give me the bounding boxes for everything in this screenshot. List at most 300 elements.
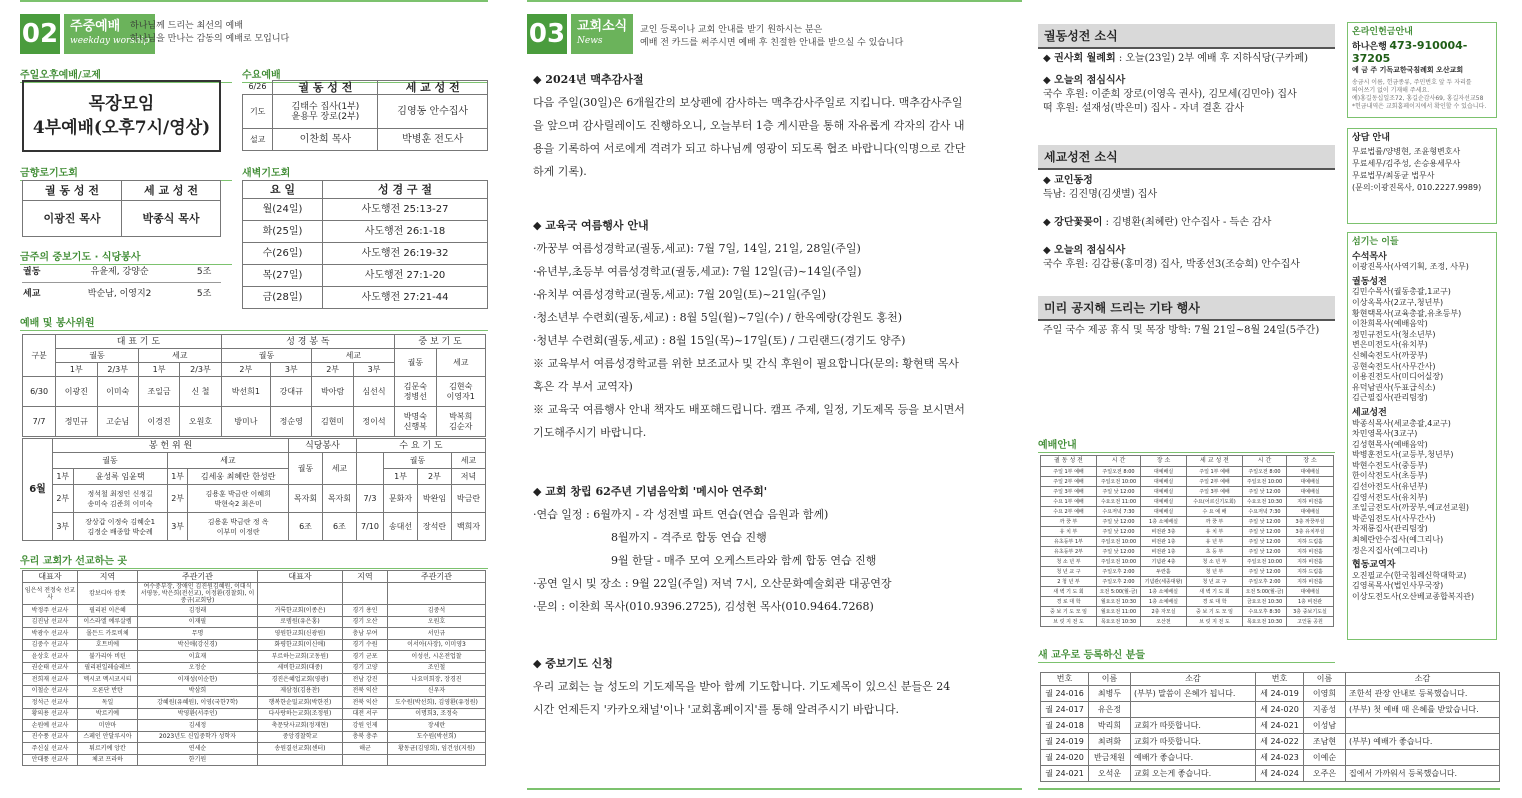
mission-cell: 필리핀일레슬레브 bbox=[78, 662, 138, 674]
staff-item: 차민영목사(3교구) bbox=[1352, 429, 1418, 439]
newcomer-cell: 교회 오는게 좋습니다. bbox=[1131, 766, 1256, 782]
newcomer-cell bbox=[1131, 702, 1256, 718]
mission-cell: 스페인 안달루시아 bbox=[78, 731, 138, 743]
worship-cell: 목요오전 10:30 bbox=[1243, 617, 1287, 627]
mission-cell: 박신애(강신경) bbox=[138, 639, 258, 651]
mission-row bbox=[23, 743, 486, 755]
worship-cell: 금요오전 10:30 bbox=[1243, 597, 1287, 607]
mission-cell: 이서아(사장), 이미영3 bbox=[388, 639, 486, 651]
worship-cell: 수요 1부 예배 bbox=[1041, 497, 1097, 507]
missions-table bbox=[22, 570, 486, 766]
worship-cell: 1층 소예배실 bbox=[1141, 597, 1187, 607]
worship-row bbox=[1041, 487, 1334, 497]
worship-cell: 브 릿 지 전 도 bbox=[1041, 617, 1097, 627]
wed-table: 6/26 궐 동 성 전 세 교 성 전 기도 김태수 집사(1부) 윤용무 장로(2부) 김영동 안수집사 설교 이찬희 목사 박병훈 전도사 bbox=[242, 80, 488, 151]
mission-row bbox=[23, 674, 486, 686]
section-subtitle: 교인 등록이나 교회 안내를 받기 원하시는 분은 예배 전 카드를 써주시면 예배 후 친절한 안내를 받으실 수 있습니다 bbox=[640, 25, 904, 48]
mission-row bbox=[23, 662, 486, 674]
newcomer-cell: 교회가 따뜻합니다. bbox=[1131, 718, 1256, 734]
staff-item: 이찬희목사(예배음악) bbox=[1352, 319, 1428, 329]
mission-cell: 도수원(박선희), 김영환(유정원) bbox=[388, 697, 486, 709]
newcomer-cell: 세 24-023 bbox=[1256, 750, 1304, 766]
mission-cell: 충북 충주 bbox=[343, 731, 388, 743]
mission-cell: 멕시코 멕시코시티 bbox=[78, 674, 138, 686]
service-table: 구분 대 표 기 도 성 경 봉 독 중 보 기 도 궐동 세교 궐동 세교 궐동 세교 1부 2/3부 1부 2/3부 2부 3부 2부 3부 6/30 이광진 이미숙 조일금 신 철 박선희1 강대규 박아람 심선식 김문숙 정병선 김현숙 이영자1 7/7 정민규 고순님 이경진 오원호 방미나 정순영 김현미 정이석 박명숙 신행복 박복희 김순자 bbox=[22, 334, 486, 437]
mission-cell: 튀르키예 앙칸 bbox=[78, 743, 138, 755]
prayer-section-heading: 금주의 중보기도 · 식당봉사 bbox=[20, 248, 232, 265]
worship-cell: 유 치 부 bbox=[1187, 527, 1243, 537]
worship-cell: 초 등 부 bbox=[1187, 547, 1243, 557]
worship-cell: 주일 낮 12:00 bbox=[1097, 487, 1141, 497]
mission-cell: 이재성(이순한) bbox=[138, 674, 258, 686]
news-1: ◆ 2024년 맥추감사절 다음 주일(30일)은 6개월간의 보상펜에 감사하는 맥추감사주일로 지킵니다. 맥추감사주일 을 앞으며 감사릴레이도 진행하오니, 오늘부터 1층 게시판을 통해 자유롭게 각자의 감사 내 용을 기록하여 서로에게 격려가 되고 하나님께 영광이 되도록 협조 바랍니다(익명으로 간단 하게 기록). bbox=[533, 73, 966, 178]
top-rule bbox=[20, 0, 488, 2]
mission-cell: 연세순 bbox=[138, 743, 258, 755]
mission-cell: 강원 인제 bbox=[343, 720, 388, 732]
section-subtitle: 하나님께 드리는 최선의 예배 하나님을 만나는 감동의 예배로 모입니다 bbox=[130, 21, 290, 44]
mission-cell: 김중석 bbox=[388, 605, 486, 617]
worship-cell: 오산천 bbox=[1141, 617, 1187, 627]
worship-cell: 청 년 교 구 bbox=[1187, 577, 1243, 587]
worship-cell: 지하 비전홀 bbox=[1287, 557, 1334, 567]
newcomer-cell: (부부) 첫 예배 때 은혜를 받았습니다. bbox=[1346, 702, 1500, 718]
worship-cell: 목요오전 10:30 bbox=[1097, 617, 1141, 627]
mission-cell: 이성선, 시온전업찰 bbox=[388, 651, 486, 663]
sun-box: 목장모임 4부예배(오후7시/영상) bbox=[22, 80, 221, 152]
worship-cell: 월요오전 10:30 bbox=[1097, 597, 1141, 607]
mission-cell: 무명 bbox=[138, 628, 258, 640]
online-offering-box: 온라인헌금안내 하나은행 473-910004-37205 예 금 주 기독교한국침례회 오산교회 송금시 이름, 헌금종류, 주민번호 앞 두 자리를 띄어쓰기 없이 기재해 주세요. 예)홍길동십일조72, 홍길순감사69, 홍길자선교58 *헌금내역은 교회홈페이지에서 확인할 수 있습니다. bbox=[1347, 22, 1497, 118]
dawn-table: 요 일 성 경 구 절 월(24일) 사도행전 25:13-27 화(25일) 사도행전 26:1-18 수(26일) 사도행전 26:19-32 목(27일) 사도행전 27:1-20 금(28일) 사도행전 27:21-44 bbox=[242, 180, 488, 309]
mission-cell: 2023년도 신입중학가 성학자 bbox=[138, 731, 258, 743]
mission-row bbox=[23, 628, 486, 640]
page-church-news bbox=[525, 0, 1522, 798]
worship-cell: 청 년 부 bbox=[1187, 567, 1243, 577]
mission-row bbox=[23, 720, 486, 732]
newcomer-cell: 유은정 bbox=[1089, 702, 1131, 718]
mission-cell: 축문닷사교회(정재현) bbox=[258, 720, 343, 732]
worship-cell: 수요 2부 예배 bbox=[1041, 507, 1097, 517]
worship-section-heading: 예배안내 bbox=[1038, 436, 1335, 453]
newcomer-cell: 궐 24-016 bbox=[1041, 686, 1089, 702]
newcomer-cell: 예배가 좋습니다. bbox=[1131, 750, 1256, 766]
staff-item: 박병훈전도사(교등부,청년부) bbox=[1352, 450, 1454, 460]
newcomer-cell: (부부) 예배가 좋습니다. bbox=[1346, 734, 1500, 750]
worship-cell: 주일오전 10:00 bbox=[1243, 557, 1287, 567]
worship-header: 궐 동 성 전 시 간 장 소 세 교 성 전 시 간 장 소 bbox=[1041, 456, 1334, 467]
staff-item: 차재룡집사(관리팀장) bbox=[1352, 524, 1428, 534]
newcomer-cell: 궐 24-020 bbox=[1041, 750, 1089, 766]
mission-cell: 경기 수원 bbox=[343, 639, 388, 651]
mission-cell: 정석근 선교사 bbox=[23, 697, 78, 709]
mission-cell: 세비한교회(대중) bbox=[258, 662, 343, 674]
worship-row bbox=[1041, 567, 1334, 577]
mission-cell: 이효재 bbox=[138, 651, 258, 663]
mission-cell: 황동균(김영희), 임건성(지원) bbox=[388, 743, 486, 755]
newcomer-cell: 궐 24-018 bbox=[1041, 718, 1089, 734]
worship-cell: 3층 까꿍부실 bbox=[1287, 517, 1334, 527]
mission-cell: 독일 bbox=[78, 697, 138, 709]
worship-row bbox=[1041, 577, 1334, 587]
mission-row bbox=[23, 685, 486, 697]
worship-cell: 대예배실 bbox=[1141, 487, 1187, 497]
newcomer-cell: 세 24-019 bbox=[1256, 686, 1304, 702]
worship-cell: 주일 1부 예배 bbox=[1187, 467, 1243, 477]
staff-gw-list bbox=[1352, 287, 1492, 404]
worship-cell: 청 소 년 부 bbox=[1187, 557, 1243, 567]
staff-item: 박종식목사(세교총괄,4교구) bbox=[1352, 418, 1451, 428]
staff-item: 황현택목사(교육총괄,유초등부) bbox=[1352, 308, 1462, 318]
worship-cell: 경 로 대 학 bbox=[1187, 597, 1243, 607]
missions-section-heading: 우리 교회가 선교하는 곳 bbox=[20, 552, 488, 569]
worship-cell: 주일 3부 예배 bbox=[1187, 487, 1243, 497]
newcomer-row bbox=[1041, 718, 1500, 734]
worship-cell: 새 벽 기 도 회 bbox=[1041, 587, 1097, 597]
mission-cell: 체코 프라하 bbox=[78, 754, 138, 766]
worship-cell: 까 꿍 부 bbox=[1041, 517, 1097, 527]
mission-cell: 김정래 bbox=[138, 605, 258, 617]
worship-cell: 유초등부 1부 bbox=[1041, 537, 1097, 547]
staff-item: 박준임전도사(사무간사) bbox=[1352, 513, 1436, 523]
top-rule bbox=[527, 0, 1022, 2]
mission-row bbox=[23, 605, 486, 617]
staff-item: 조일금전도사(까꿍부,예교선교원) bbox=[1352, 503, 1469, 513]
newcomer-table bbox=[1040, 672, 1500, 782]
mission-cell: 조인철 bbox=[388, 662, 486, 674]
worship-cell: 지하 드림홀 bbox=[1287, 567, 1334, 577]
worship-row bbox=[1041, 557, 1334, 567]
newcomer-row bbox=[1041, 702, 1500, 718]
worship-cell: 대예배실 bbox=[1141, 507, 1187, 517]
staff-item: 변은미전도사(유치부) bbox=[1352, 340, 1428, 350]
mission-cell: 경기 용인 bbox=[343, 605, 388, 617]
worship-cell: 3층 중보기도실 bbox=[1287, 607, 1334, 617]
mission-cell: 대전 서구 bbox=[343, 708, 388, 720]
worship-row bbox=[1041, 537, 1334, 547]
mission-cell: 이철순 선교사 bbox=[23, 685, 78, 697]
newcomer-cell: 조한석 관장 안내로 등록했습니다. bbox=[1346, 686, 1500, 702]
staff-item: 정민규전도사(청소년부) bbox=[1352, 329, 1436, 339]
newcomer-cell: 집에서 가까워서 등록했습니다. bbox=[1346, 766, 1500, 782]
bottom-rule bbox=[1038, 788, 1500, 790]
newcomer-cell: 최병두 bbox=[1089, 686, 1131, 702]
mission-cell: 안대풍 선교사 bbox=[23, 754, 78, 766]
newcomer-cell: 궐 24-021 bbox=[1041, 766, 1089, 782]
newcomer-header: 번호 이름 소감 번호 이름 소감 bbox=[1041, 673, 1500, 686]
mission-cell: 필리핀 이은혜 bbox=[78, 605, 138, 617]
newcomer-cell bbox=[1346, 718, 1500, 734]
mission-cell bbox=[388, 754, 486, 766]
mission-cell: 오정순 bbox=[138, 662, 258, 674]
mission-cell: 전남 강진 bbox=[343, 674, 388, 686]
newcomer-cell: 세 24-024 bbox=[1256, 766, 1304, 782]
service-row: 6/30 이광진 이미숙 조일금 신 철 박선희1 강대규 박아람 심선식 김문숙 정병선 김현숙 이영자1 bbox=[23, 377, 486, 407]
worship-cell: 주일 낮 12:00 bbox=[1097, 547, 1141, 557]
etc-heading: 미리 공지해 드리는 기타 행사 bbox=[1038, 296, 1335, 321]
newcomer-row bbox=[1041, 750, 1500, 766]
mission-cell: 도수원(박선희) bbox=[388, 731, 486, 743]
mission-cell: 박광수 선교사 bbox=[23, 628, 78, 640]
worship-cell: 기념관(세종대왕) bbox=[1141, 577, 1187, 587]
section-number: 03 bbox=[527, 14, 567, 54]
consult-box: 상담 안내 무료법률/양병현, 조윤형변호사 무료세무/김주성, 손승용세무사 무료법무/최동균 법무사 (문의:이광진목사, 010.2227.9989) bbox=[1347, 128, 1497, 224]
mission-cell: 경기 군포 bbox=[343, 651, 388, 663]
sg-news: ◆ 교인동정 득남: 김진명(김샛별) 집사 ◆ 강단꽃꽂이 : 김병환(최혜란) 안수집사 - 득손 감사 ◆ 오늘의 점심식사 국수 후원: 김갑룡(홍미경) 집사, 박종선3(조승희) 안수집사 bbox=[1043, 175, 1300, 270]
worship-cell: 주일 2부 예배 bbox=[1041, 477, 1097, 487]
mission-cell: 행복한순밀교회(박한진) bbox=[258, 697, 343, 709]
mission-cell: 화평한교회(이신애) bbox=[258, 639, 343, 651]
worship-cell: 오전 5:00(월-금) bbox=[1097, 587, 1141, 597]
mission-row bbox=[23, 697, 486, 709]
worship-cell: 유초등부 2부 bbox=[1041, 547, 1097, 557]
worship-cell: 중 보 기 도 모 임 bbox=[1041, 607, 1097, 617]
mission-cell bbox=[343, 583, 388, 605]
worship-row bbox=[1041, 527, 1334, 537]
worship-cell: 비전관 1층 bbox=[1141, 547, 1187, 557]
worship-cell: 주일 낮 12:00 bbox=[1097, 527, 1141, 537]
newcomer-row bbox=[1041, 686, 1500, 702]
missions-header: 대표자 지역 주관기관 대표자 지역 주관기관 bbox=[23, 571, 486, 583]
mission-cell: 오원호 bbox=[388, 616, 486, 628]
mission-cell: 전북 익산 bbox=[343, 697, 388, 709]
newcomer-cell: 세 24-020 bbox=[1256, 702, 1304, 718]
worship-cell: 수요오전 11:00 bbox=[1097, 497, 1141, 507]
dawn-row: 수(26일) 사도행전 26:19-32 bbox=[243, 243, 488, 265]
offering-row: 2부 정석철 최정인 신정길 송미숙 김준희 이미숙 2부 김용훈 박금란 이혜희 박현숙2 최은미 목자회 목자회 7/3 문화자 박완임 박금란 bbox=[23, 485, 486, 513]
newcomer-row bbox=[1041, 766, 1500, 782]
mission-cell: 이재필 bbox=[138, 616, 258, 628]
worship-cell: 지하 비전홀 bbox=[1287, 577, 1334, 587]
mission-cell: 서민규 bbox=[388, 628, 486, 640]
fri-section-heading: 금향로기도회 bbox=[20, 164, 232, 181]
mission-cell: 신우자 bbox=[388, 685, 486, 697]
worship-cell: 주일오전 8:00 bbox=[1097, 467, 1141, 477]
service-section-heading: 예배 및 봉사위원 bbox=[20, 314, 488, 331]
worship-cell: 대예배실 bbox=[1141, 467, 1187, 477]
mission-row bbox=[23, 651, 486, 663]
worship-cell: 주일 낮 12:00 bbox=[1243, 567, 1287, 577]
worship-cell: 지하 비전홀 bbox=[1287, 497, 1334, 507]
mission-cell: 불가리아 비틴 bbox=[78, 651, 138, 663]
mission-cell: 황의용 선교사 bbox=[23, 708, 78, 720]
dawn-row: 화(25일) 사도행전 26:1-18 bbox=[243, 221, 488, 243]
worship-cell: 청 소 년 부 bbox=[1041, 557, 1097, 567]
newcomer-cell: 궐 24-017 bbox=[1041, 702, 1089, 718]
worship-cell: 수요저녁 7:30 bbox=[1243, 507, 1287, 517]
service-row: 7/7 정민규 고순님 이경진 오원호 방미나 정순영 김현미 정이석 박명숙 신행복 박복희 김순자 bbox=[23, 407, 486, 437]
worship-cell: 청 년 교 구 bbox=[1041, 567, 1097, 577]
worship-cell: 주일 낮 12:00 bbox=[1243, 527, 1287, 537]
worship-row bbox=[1041, 497, 1334, 507]
worship-cell: 유 년 부 bbox=[1187, 537, 1243, 547]
worship-cell: 까 꿍 부 bbox=[1187, 517, 1243, 527]
staff-item: 김선아전도사(유년부) bbox=[1352, 482, 1428, 492]
news-3: ◆ 교회 창립 62주년 기념음악회 '메시아 연주회' ·연습 일정 : 6월까지 - 각 성전별 파트 연습(연습 음원과 함께) 8월까지 - 격주로 합동 연습 진행 9월 한달 - 매주 모여 오케스트라와 함께 합동 연습 진행 ·공연 일시 및 장소 : 9월 22일(주일) 저녁 7시, 오산문화예술회관 대공연장 ·문의 : 이찬희 목사(010.9396.2725), 김성현 목사(010.9464.7268) bbox=[533, 485, 892, 613]
worship-cell: 대예배실 bbox=[1287, 467, 1334, 477]
staff-item: 박현수전도사(중등부) bbox=[1352, 460, 1428, 470]
wed-section-heading: 수요예배 bbox=[242, 66, 488, 83]
newcomer-cell: 궐 24-019 bbox=[1041, 734, 1089, 750]
mission-cell: 충남 부여 bbox=[343, 628, 388, 640]
bottom-rule bbox=[527, 788, 1022, 790]
worship-row bbox=[1041, 517, 1334, 527]
mission-cell bbox=[388, 583, 486, 605]
sun-section-heading: 주일오후예배/교제 bbox=[20, 66, 232, 83]
staff-item: 한이삭전도사(초등부) bbox=[1352, 471, 1428, 481]
newcomer-cell: 이예순 bbox=[1304, 750, 1346, 766]
worship-cell: 수요저녁 7:30 bbox=[1097, 507, 1141, 517]
worship-cell: 주일오전 8:00 bbox=[1243, 467, 1287, 477]
offering-row: 3부 장상갑 이정숙 김혜순1 김정순 배종합 박순례 3부 김용훈 박금란 정 옥 이부미 이정란 6조 6조 7/10 송대선 장석란 백희자 bbox=[23, 513, 486, 541]
worship-cell: 대예배실 bbox=[1287, 477, 1334, 487]
newcomer-cell: 오석운 bbox=[1089, 766, 1131, 782]
worship-cell: 주일 낮 12:00 bbox=[1097, 517, 1141, 527]
mission-cell: 박삼희 bbox=[138, 685, 258, 697]
worship-cell: 주일 낮 12:00 bbox=[1243, 517, 1287, 527]
mission-cell: 경기 오산 bbox=[343, 616, 388, 628]
staff-item: 이용진전도사(미디어실장) bbox=[1352, 372, 1444, 382]
newcomer-cell: 이성남 bbox=[1304, 718, 1346, 734]
worship-cell: 대예배실 bbox=[1287, 487, 1334, 497]
worship-cell: 수 요 예 배 bbox=[1187, 507, 1243, 517]
mission-cell: 이스라엘 예루살렘 bbox=[78, 616, 138, 628]
worship-cell: 대예배실 bbox=[1141, 497, 1187, 507]
worship-cell: 2 청 년 부 bbox=[1041, 577, 1097, 587]
dawn-row: 월(24일) 사도행전 25:13-27 bbox=[243, 199, 488, 221]
mission-cell: 미얀마 bbox=[78, 720, 138, 732]
worship-cell: 비전관 3층 bbox=[1141, 527, 1187, 537]
gw-news-heading: 궐동성전 소식 bbox=[1038, 24, 1335, 49]
worship-row bbox=[1041, 587, 1334, 597]
mission-cell: 몰든드 카토비체 bbox=[78, 628, 138, 640]
mission-cell: 박정주 선교사 bbox=[23, 605, 78, 617]
newcomer-cell: 최려화 bbox=[1089, 734, 1131, 750]
worship-cell: 주일 낮 12:00 bbox=[1243, 487, 1287, 497]
staff-item: 이상옥목사(2교구,청년부) bbox=[1352, 297, 1444, 307]
mission-row bbox=[23, 754, 486, 766]
staff-item: 유덕남권사(두표급식소) bbox=[1352, 382, 1436, 392]
worship-cell: 새 벽 기 도 회 bbox=[1187, 587, 1243, 597]
mission-cell: 중앙경찰학교 bbox=[258, 731, 343, 743]
newcomer-cell: 교회가 따뜻합니다. bbox=[1131, 734, 1256, 750]
worship-cell: 브 릿 지 전 도 bbox=[1187, 617, 1243, 627]
mission-cell: 경기 고양 bbox=[343, 662, 388, 674]
worship-cell: 주일오후 2:00 bbox=[1243, 577, 1287, 587]
mission-cell bbox=[343, 754, 388, 766]
newcomer-cell: 세 24-021 bbox=[1256, 718, 1304, 734]
worship-cell: 주일오전 10:00 bbox=[1097, 537, 1141, 547]
mission-cell: 영원한교회(신광원) bbox=[258, 628, 343, 640]
mission-cell: 로뎀원(유은홍) bbox=[258, 616, 343, 628]
worship-cell: 비전관 1층 bbox=[1141, 537, 1187, 547]
mission-row bbox=[23, 639, 486, 651]
worship-cell: 주일오전 10:00 bbox=[1097, 557, 1141, 567]
worship-row bbox=[1041, 507, 1334, 517]
mission-cell: 오론단 반탄 bbox=[78, 685, 138, 697]
mission-cell: 전북 익산 bbox=[343, 685, 388, 697]
newcomer-row bbox=[1041, 734, 1500, 750]
mission-cell: 장세란 bbox=[388, 720, 486, 732]
worship-cell: 대예배실 bbox=[1287, 507, 1334, 517]
mission-cell: 박영환(서주인) bbox=[138, 708, 258, 720]
worship-row bbox=[1041, 607, 1334, 617]
worship-row bbox=[1041, 597, 1334, 607]
fri-table: 궐 동 성 전 세 교 성 전 이광진 목사 박종식 목사 bbox=[22, 180, 221, 237]
mission-cell: 전희재 선교사 bbox=[23, 674, 78, 686]
mission-cell: 강혜원(유혜원), 이영(국한7학) bbox=[138, 697, 258, 709]
staff-item: 김민수목사(궐동총괄,1교구) bbox=[1352, 287, 1451, 297]
worship-cell: 수요(어르신기도회) bbox=[1187, 497, 1243, 507]
worship-cell: 지하 비전홀 bbox=[1287, 547, 1334, 557]
worship-cell: 주일오후 2:00 bbox=[1097, 567, 1141, 577]
worship-row bbox=[1041, 547, 1334, 557]
news-4: ◆ 중보기도 신청 우리 교회는 늘 성도의 기도제목을 받아 함께 기도합니다. 기도제목이 있으신 분들은 24 시간 언제든지 '카카오채널'이나 '교회홈페이지'를 통해 알려주시기 바랍니다. bbox=[533, 657, 951, 716]
sg-news-heading: 세교성전 소식 bbox=[1038, 145, 1335, 170]
newcomer-cell: 조남현 bbox=[1304, 734, 1346, 750]
news-2: ◆ 교육국 여름행사 안내 ·까꿍부 여름성경학교(궐동,세교): 7월 7일, 14일, 21일, 28일(주일) ·유년부,초등부 여름성경학교(궐동,세교): 7월 12일(금)~14일(주일) ·유치부 여름성경학교(궐동,세교): 7월 20일(토)~21일(주일) ·청소년부 수련회(궐동,세교) : 8월 5일(월)~7일(수) / 한옥예랑(강원도 홍천) ·청년부 수련회(궐동,세교) : 8월 15일(목)~17일(토) / 그린랜드(경기도 양주) ※ 교육부서 여름성경학교를 위한 보조교사 및 간식 후원이 필요합니다(문의: 황현택 목사 혹은 각 부서 교역자) ※ 교육국 여름행사 안내 책자도 배포해드립니다. 캠프 주제, 일정, 기도제목 등을 보시면서 기도해주시기 바랍니다. bbox=[533, 219, 965, 439]
worship-cell: 대예배실 bbox=[1287, 587, 1334, 597]
mission-cell: 주신실 선교사 bbox=[23, 743, 78, 755]
worship-cell: 주일 낮 12:00 bbox=[1243, 547, 1287, 557]
worship-cell: 주일 1부 예배 bbox=[1041, 467, 1097, 477]
etc-body: 주일 국수 제공 휴식 및 목장 방학: 7월 21일~8월 24일(5주간) bbox=[1043, 325, 1320, 336]
worship-cell: 주일 2부 예배 bbox=[1187, 477, 1243, 487]
mission-row bbox=[23, 708, 486, 720]
worship-cell: 주일오전 10:00 bbox=[1097, 477, 1141, 487]
worship-cell: 중 보 기 도 모 임 bbox=[1187, 607, 1243, 617]
mission-cell: 해군 bbox=[343, 743, 388, 755]
staff-item: 최혜란안수집사(예그리나) bbox=[1352, 535, 1444, 545]
staff-item: 김영록목사(법인사무국장) bbox=[1352, 581, 1444, 591]
mission-cell: 송원결선교회(센터) bbox=[258, 743, 343, 755]
mission-cell: 권순태 선교사 bbox=[23, 662, 78, 674]
mission-cell: 경진은혜업교회(영광) bbox=[258, 674, 343, 686]
mission-cell bbox=[258, 583, 343, 605]
worship-cell: 3층 유치부실 bbox=[1287, 527, 1334, 537]
worship-cell: 두란홀 bbox=[1141, 567, 1187, 577]
mission-cell: 김세정 bbox=[138, 720, 258, 732]
section-title: 교회소식 News bbox=[571, 14, 633, 54]
worship-cell: 주일오전 10:00 bbox=[1243, 477, 1287, 487]
section-number: 02 bbox=[20, 14, 60, 54]
newcomer-section-heading: 새 교우로 등록하신 분들 bbox=[1038, 646, 1335, 663]
staff-sg-list bbox=[1352, 419, 1492, 557]
staff-item: 공현숙전도사(사무간사) bbox=[1352, 361, 1436, 371]
mission-row bbox=[23, 583, 486, 605]
prayer-table: 궐동 유윤제, 강양순 5조 세교 박순남, 이영지2 5조 bbox=[22, 262, 221, 306]
newcomer-cell: (부부) 말씀이 은혜가 됩니다. bbox=[1131, 686, 1256, 702]
newcomer-cell: 반금채원 bbox=[1089, 750, 1131, 766]
worship-cell: 고인돌 공원 bbox=[1287, 617, 1334, 627]
worship-cell: 수요오후 8:30 bbox=[1243, 607, 1287, 617]
staff-box: 섬기는 이들 수석목사 이광진목사(사역기획, 조정, 사무) 궐동성전 김민수목사(궐동총괄,1교구) 이상옥목사(2교구,청년부) 황현택목사(교육총괄,유초등부) 이찬희목사(예배음악) 정민규전도사(청소년부) 변은미전도사(유치부) 신혜숙전도사(까꿍부) 공현숙전도사(사무간사) 이용진전도사(미디어실장) 유덕남권사(두표급식소) 김근필집사(관리팀장) 세교성전 박종식목사(세교총괄,4교구) 차민영목사(3교구) 김성현목사(예배음악) 박병훈전도사(교등부,청년부) 박현수전도사(중등부) 한이삭전도사(초등부) 김선아전도사(유년부) 김영서전도사(유치부) 조일금전도사(까꿍부,예교선교원) 박준임전도사(사무간사) 차재룡집사(관리팀장) 최혜란안수집사(예그리나) 정은지집사(예그리나) 협동교역자 오진필교수(한국침례신학대학교) 김영록목사(법인사무국장) 이상도전도사(오산베교종합복지관) bbox=[1347, 232, 1497, 640]
mission-cell: 거룩한교회(이종은) bbox=[258, 605, 343, 617]
mission-cell: 이명희3, 조정숙 bbox=[388, 708, 486, 720]
mission-cell: 손원예 선교사 bbox=[23, 720, 78, 732]
page-weekday-worship bbox=[0, 0, 490, 798]
worship-cell: 1층 소예배실 bbox=[1141, 587, 1187, 597]
mission-row bbox=[23, 731, 486, 743]
worship-cell: 유 치 부 bbox=[1041, 527, 1097, 537]
staff-item: 신혜숙전도사(까꿍부) bbox=[1352, 350, 1428, 360]
mission-cell: 윤상호 선교사 bbox=[23, 651, 78, 663]
section-header bbox=[527, 14, 633, 54]
dawn-section-heading: 새벽기도회 bbox=[242, 164, 488, 181]
mission-cell: 임은석 전정숙 선교사 bbox=[23, 583, 78, 605]
mission-cell: 제삼정(김용찬) bbox=[258, 685, 343, 697]
worship-cell: 주일 낮 12:00 bbox=[1243, 537, 1287, 547]
mission-cell: 김중수 선교사 bbox=[23, 639, 78, 651]
